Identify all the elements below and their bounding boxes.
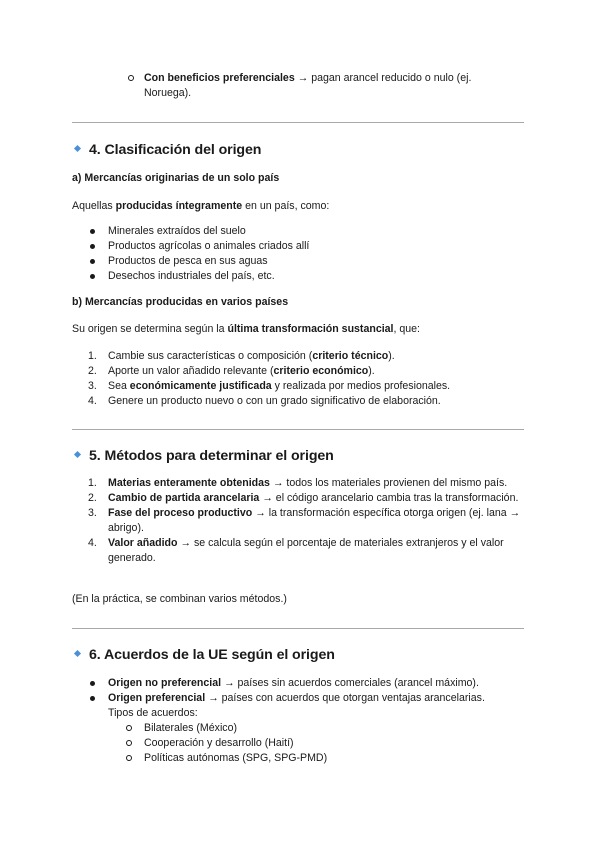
list-item-text: y realizada por medios profesionales.	[271, 380, 451, 392]
bullet-icon	[90, 259, 95, 264]
list-number: 4.	[88, 537, 97, 549]
paragraph-text: Aquellas	[72, 200, 116, 212]
list-item	[72, 476, 534, 491]
bullet-icon	[90, 229, 95, 234]
list-item-text: Productos agrícolas o animales criados allí	[108, 240, 310, 252]
list-number: 1.	[88, 477, 97, 489]
list-number: 2.	[88, 365, 97, 377]
list-item-text: Cooperación y desarrollo (Haití)	[144, 737, 294, 749]
list-item	[72, 491, 534, 506]
paragraph-text: , que:	[393, 323, 421, 335]
list-item	[72, 506, 534, 536]
paragraph-text: Su origen se determina según la	[72, 323, 228, 335]
subheading-b: b) Mercancías producidas en varios países	[72, 296, 289, 308]
list-item-text: ).	[388, 350, 395, 362]
list-item-bold: criterio económico	[273, 365, 369, 377]
note-text: (En la práctica, se combinan varios métodos.)	[72, 593, 287, 605]
list-item-text: Aporte un valor añadido relevante (	[108, 365, 274, 377]
list-item	[72, 691, 534, 721]
list-number: 2.	[88, 492, 97, 504]
list-item	[72, 254, 600, 269]
list-item-text: → países con acuerdos que otorgan ventajas arancelarias.	[205, 692, 485, 704]
diamond-bullet-icon	[74, 451, 81, 458]
bullet-list-agreements	[72, 676, 534, 766]
list-sub-item	[72, 751, 534, 766]
bullet-icon	[90, 244, 95, 249]
hollow-bullet-icon	[126, 755, 132, 761]
list-sub-item	[72, 721, 534, 736]
list-item	[72, 676, 534, 691]
list-item-text: Desechos industriales del país, etc.	[108, 270, 275, 282]
list-number: 1.	[88, 350, 97, 362]
list-item-bold: Origen no preferencial	[108, 677, 222, 689]
section-title: 4. Clasificación del origen	[89, 142, 262, 158]
hollow-bullet-icon	[126, 725, 132, 731]
bullet-icon	[90, 696, 95, 701]
list-item-bold: Cambio de partida arancelaria	[108, 492, 260, 504]
paragraph-bold: producidas íntegramente	[115, 200, 243, 212]
list-item-text: Genere un producto nuevo o con un grado significativo de elaboración.	[108, 395, 441, 407]
list-item-bold: Materias enteramente obtenidas	[108, 477, 270, 489]
hollow-bullet-icon	[126, 740, 132, 746]
bullet-icon	[90, 274, 95, 279]
list-item-bold: Valor añadido	[108, 537, 178, 549]
diamond-bullet-icon	[74, 650, 81, 657]
list-item-subtext: Tipos de acuerdos:	[108, 707, 198, 719]
subheading-a: a) Mercancías originarias de un solo país	[72, 172, 280, 184]
bullet-icon	[90, 681, 95, 686]
list-item	[72, 269, 600, 284]
top-item-bold: Con beneficios preferenciales	[144, 72, 295, 84]
list-item	[72, 239, 600, 254]
list-item-bold: Origen preferencial	[108, 692, 206, 704]
list-item-text: → todos los materiales provienen del mismo país.	[269, 477, 508, 489]
list-item	[72, 379, 600, 394]
list-item-text: → la transformación específica otorga origen (ej. lana → abrigo).	[108, 507, 521, 534]
list-item-text: Sea	[108, 380, 130, 392]
section-heading-4	[75, 142, 261, 158]
paragraph-bold: última transformación sustancial	[227, 323, 394, 335]
diamond-bullet-icon	[74, 145, 81, 152]
hollow-bullet-icon	[128, 75, 134, 81]
divider	[72, 429, 524, 430]
list-item-text: Cambie sus características o composición (	[108, 350, 313, 362]
list-item-bold: Fase del proceso productivo	[108, 507, 253, 519]
list-item	[72, 349, 600, 364]
list-item-bold: económicamente justificada	[129, 380, 272, 392]
divider	[72, 122, 524, 123]
list-item	[72, 536, 534, 566]
list-item-text: Bilaterales (México)	[144, 722, 238, 734]
list-item	[72, 394, 600, 409]
list-item-text: Políticas autónomas (SPG, SPG-PMD)	[144, 752, 328, 764]
list-item	[72, 224, 600, 239]
paragraph-text: en un país, como:	[242, 200, 330, 212]
list-item-text: Productos de pesca en sus aguas	[108, 255, 268, 267]
list-number: 3.	[88, 380, 97, 392]
list-number: 4.	[88, 395, 97, 407]
list-item-text: → se calcula según el porcentaje de materiales extranjeros y el valor generado.	[108, 537, 504, 564]
section-heading-5	[75, 448, 334, 464]
section-title: 5. Métodos para determinar el origen	[89, 448, 334, 464]
paragraph	[72, 322, 530, 337]
section-title: 6. Acuerdos de la UE según el origen	[89, 647, 335, 663]
list-item-text: → el código arancelario cambia tras la transformación.	[259, 492, 519, 504]
numbered-list-b	[72, 349, 600, 409]
paragraph	[72, 199, 530, 214]
list-item-text: ).	[368, 365, 375, 377]
bullet-list-a	[72, 224, 600, 284]
list-number: 3.	[88, 507, 97, 519]
section-heading-6	[75, 647, 335, 663]
list-item	[72, 364, 600, 379]
numbered-list-methods	[72, 476, 534, 566]
list-sub-item	[72, 736, 534, 751]
divider	[72, 628, 524, 629]
list-item-text: Minerales extraídos del suelo	[108, 225, 246, 237]
list-item-bold: criterio técnico	[312, 350, 389, 362]
list-item-text: → países sin acuerdos comerciales (arancel máximo).	[221, 677, 479, 689]
top-item-text: → pagan arancel reducido o nulo (ej. Noruega).	[144, 72, 472, 99]
